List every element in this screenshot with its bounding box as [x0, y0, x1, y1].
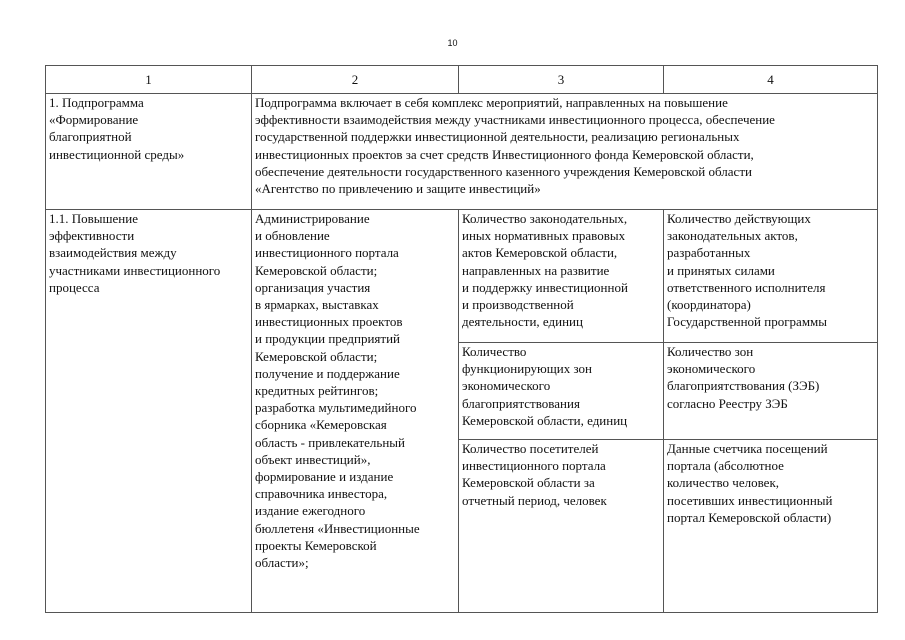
program-table [45, 65, 878, 613]
subprogram-name-cell [46, 94, 252, 210]
column-header-3: 3 [459, 66, 664, 94]
subprogram-row [46, 94, 878, 210]
task-name: 1.1. Повышение эффективности взаимодействия между участниками инвестиционного процесса [49, 211, 221, 295]
task-row [46, 210, 878, 343]
indicator-method: Количество зон экономического благоприятствования (ЗЭБ) согласно Реестру ЗЭБ [667, 344, 820, 411]
subprogram-description-cell [252, 94, 878, 210]
column-header-2: 2 [252, 66, 459, 94]
indicator-method-cell [664, 343, 878, 440]
indicator-method-cell [664, 440, 878, 613]
column-header-1: 1 [46, 66, 252, 94]
indicator-method-cell [664, 210, 878, 343]
task-activities-cell [252, 210, 459, 613]
indicator-name: Количество посетителей инвестиционного портала Кемеровской области за отчетный период, человек [462, 441, 607, 508]
indicator-name-cell [459, 210, 664, 343]
indicator-name-cell [459, 343, 664, 440]
column-header-4: 4 [664, 66, 878, 94]
indicator-name: Количество законодательных, иных нормативных правовых актов Кемеровской области, направленных на развитие и поддержку инвестиционной и производственной деятельности, единиц [462, 211, 628, 330]
page-number: 10 [447, 38, 458, 48]
table-header-row [46, 66, 878, 94]
indicator-name-cell [459, 440, 664, 613]
task-name-cell [46, 210, 252, 613]
indicator-name: Количество функционирующих зон экономического благоприятствования Кемеровской области, единиц [462, 344, 628, 428]
subprogram-description: Подпрограмма включает в себя комплекс мероприятий, направленных на повышение эффективности взаимодействия между участниками инвестиционного процесса, обеспечение государственной поддержки инвестиционной деятельности, реализацию региональных инвестиционных проектов за счет средств Инвестиционного фонда Кемеровской области, обеспечение деятельности государственного казенного учреждения Кемеровской области «Агентство по привлечению и защите инвестиций» [255, 95, 775, 197]
task-activities: Администрирование и обновление инвестиционного портала Кемеровской области; организация участия в ярмарках, выставках инвестиционных проектов и продукции предприятий Кемеровской области; получение и поддержание кредитных рейтингов; разработка мультимедийного сборника «Кемеровская область - привлекательный объект инвестиций», формирование и издание справочника инвестора, издание ежегодного бюллетеня «Инвестиционные проекты Кемеровской области»; [255, 211, 420, 571]
indicator-method: Данные счетчика посещений портала (абсолютное количество человек, посетивших инвестиционный портал Кемеровской области) [667, 441, 833, 525]
indicator-method: Количество действующих законодательных актов, разработанных и принятых силами ответственного исполнителя (координатора) Государственной программы [667, 211, 828, 330]
subprogram-name: 1. Подпрограмма «Формирование благоприятной инвестиционной среды» [49, 95, 185, 162]
